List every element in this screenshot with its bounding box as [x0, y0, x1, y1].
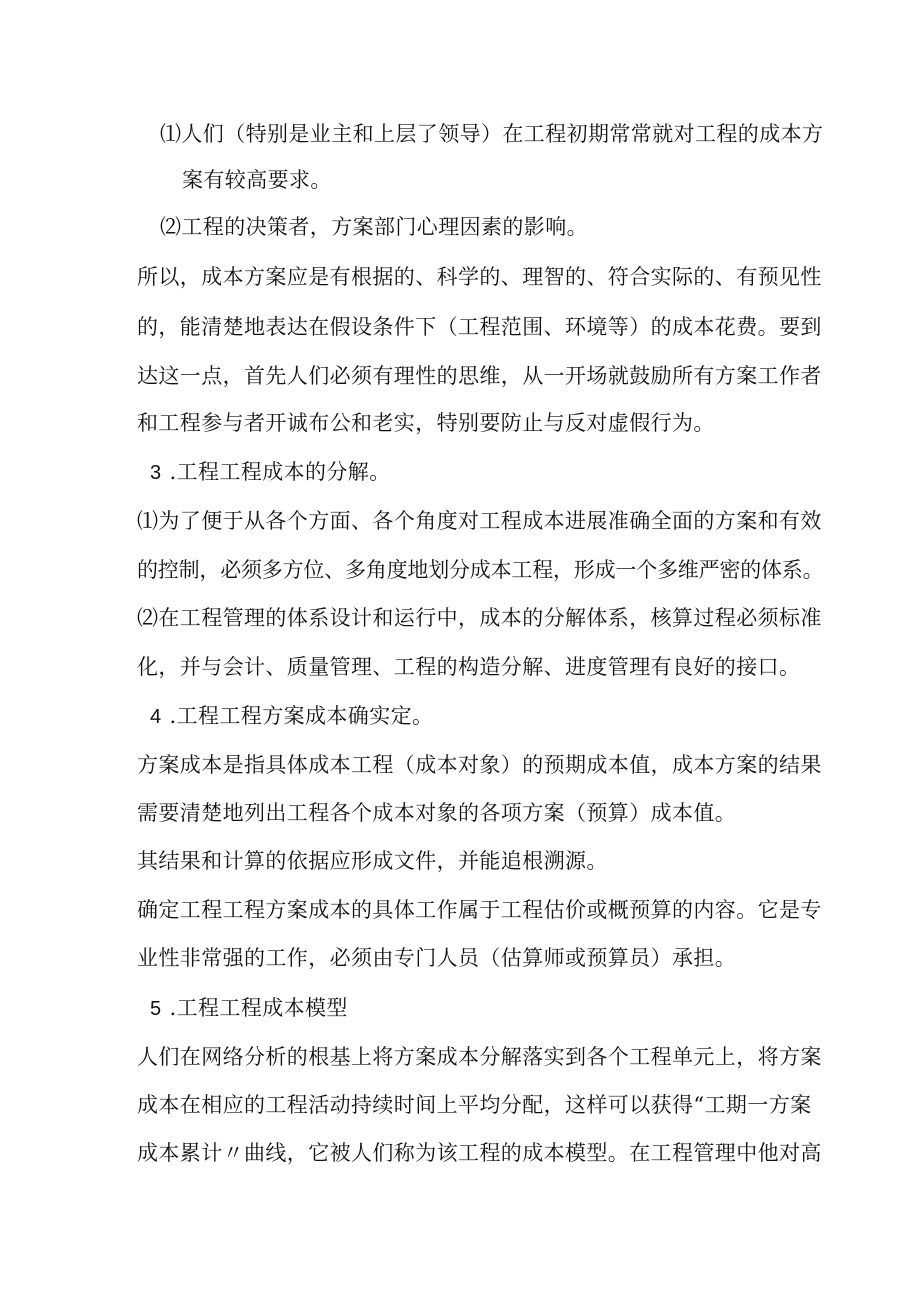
- paragraph-line: 所以，成本方案应是有根据的、科学的、理智的、符合实际的、有预见性: [137, 265, 822, 289]
- paragraph-line: ⑴为了便于从各个方面、各个角度对工程成本进展准确全面的方案和有效: [137, 509, 822, 533]
- paragraph-line: 确定工程工程方案成本的具体工作属于工程估价或概预算的内容。它是专: [137, 898, 822, 922]
- list-item-1: ⑴人们（特别是业主和上层了领导）在工程初期常常就对工程的成本方: [160, 122, 824, 146]
- section-title: .工程工程成本模型: [169, 996, 348, 1020]
- list-item-1-continuation: 案有较高要求。: [182, 168, 332, 192]
- paragraph-line: 化，并与会计、质量管理、工程的构造分解、进度管理有良好的接口。: [137, 655, 801, 679]
- section-heading-4: [150, 701, 433, 732]
- paragraph-line: 业性非常强的工作，必须由专门人员（估算师或预算员）承担。: [137, 946, 737, 970]
- section-number: 5: [150, 998, 162, 1020]
- paragraph-line: 成本在相应的工程活动持续时间上平均分配，这样可以获得“工期一方案: [137, 1093, 812, 1117]
- paragraph-line: 的，能清楚地表达在假设条件下（工程范围、环境等）的成本花费。要到: [137, 315, 822, 339]
- section-heading-5: [150, 993, 348, 1024]
- paragraph-line: 其结果和计算的依据应形成文件，并能追根溯源。: [137, 849, 608, 873]
- paragraph-line: 人们在网络分析的根基上将方案成本分解落实到各个工程单元上，将方案: [137, 1045, 822, 1069]
- paragraph-line: 的控制，必须多方位、多角度地划分成本工程，形成一个多维严密的体系。: [137, 558, 824, 582]
- section-number: 3: [150, 462, 162, 484]
- list-item-2: ⑵工程的决策者，方案部门心理因素的影响。: [160, 215, 588, 239]
- paragraph-line: 需要清楚地列出工程各个成本对象的各项方案（预算）成本值。: [137, 801, 737, 825]
- paragraph-line: 达这一点，首先人们必须有理性的思维，从一开场就鼓励所有方案工作者: [137, 364, 822, 388]
- paragraph-line: 方案成本是指具体成本工程（成本对象）的预期成本值，成本方案的结果: [137, 753, 822, 777]
- paragraph-line: 成本累计〃曲线，它被人们称为该工程的成本模型。在工程管理中他对高: [137, 1141, 822, 1165]
- section-heading-3: [150, 457, 391, 488]
- section-title: .工程工程成本的分解。: [169, 460, 391, 484]
- section-title: .工程工程方案成本确实定。: [169, 704, 434, 728]
- paragraph-line: 和工程参与者开诚布公和老实，特别要防止与反对虚假行为。: [137, 411, 715, 435]
- section-number: 4: [150, 706, 162, 728]
- paragraph-line: ⑵在工程管理的体系设计和运行中，成本的分解体系，核算过程必须标准: [137, 606, 822, 630]
